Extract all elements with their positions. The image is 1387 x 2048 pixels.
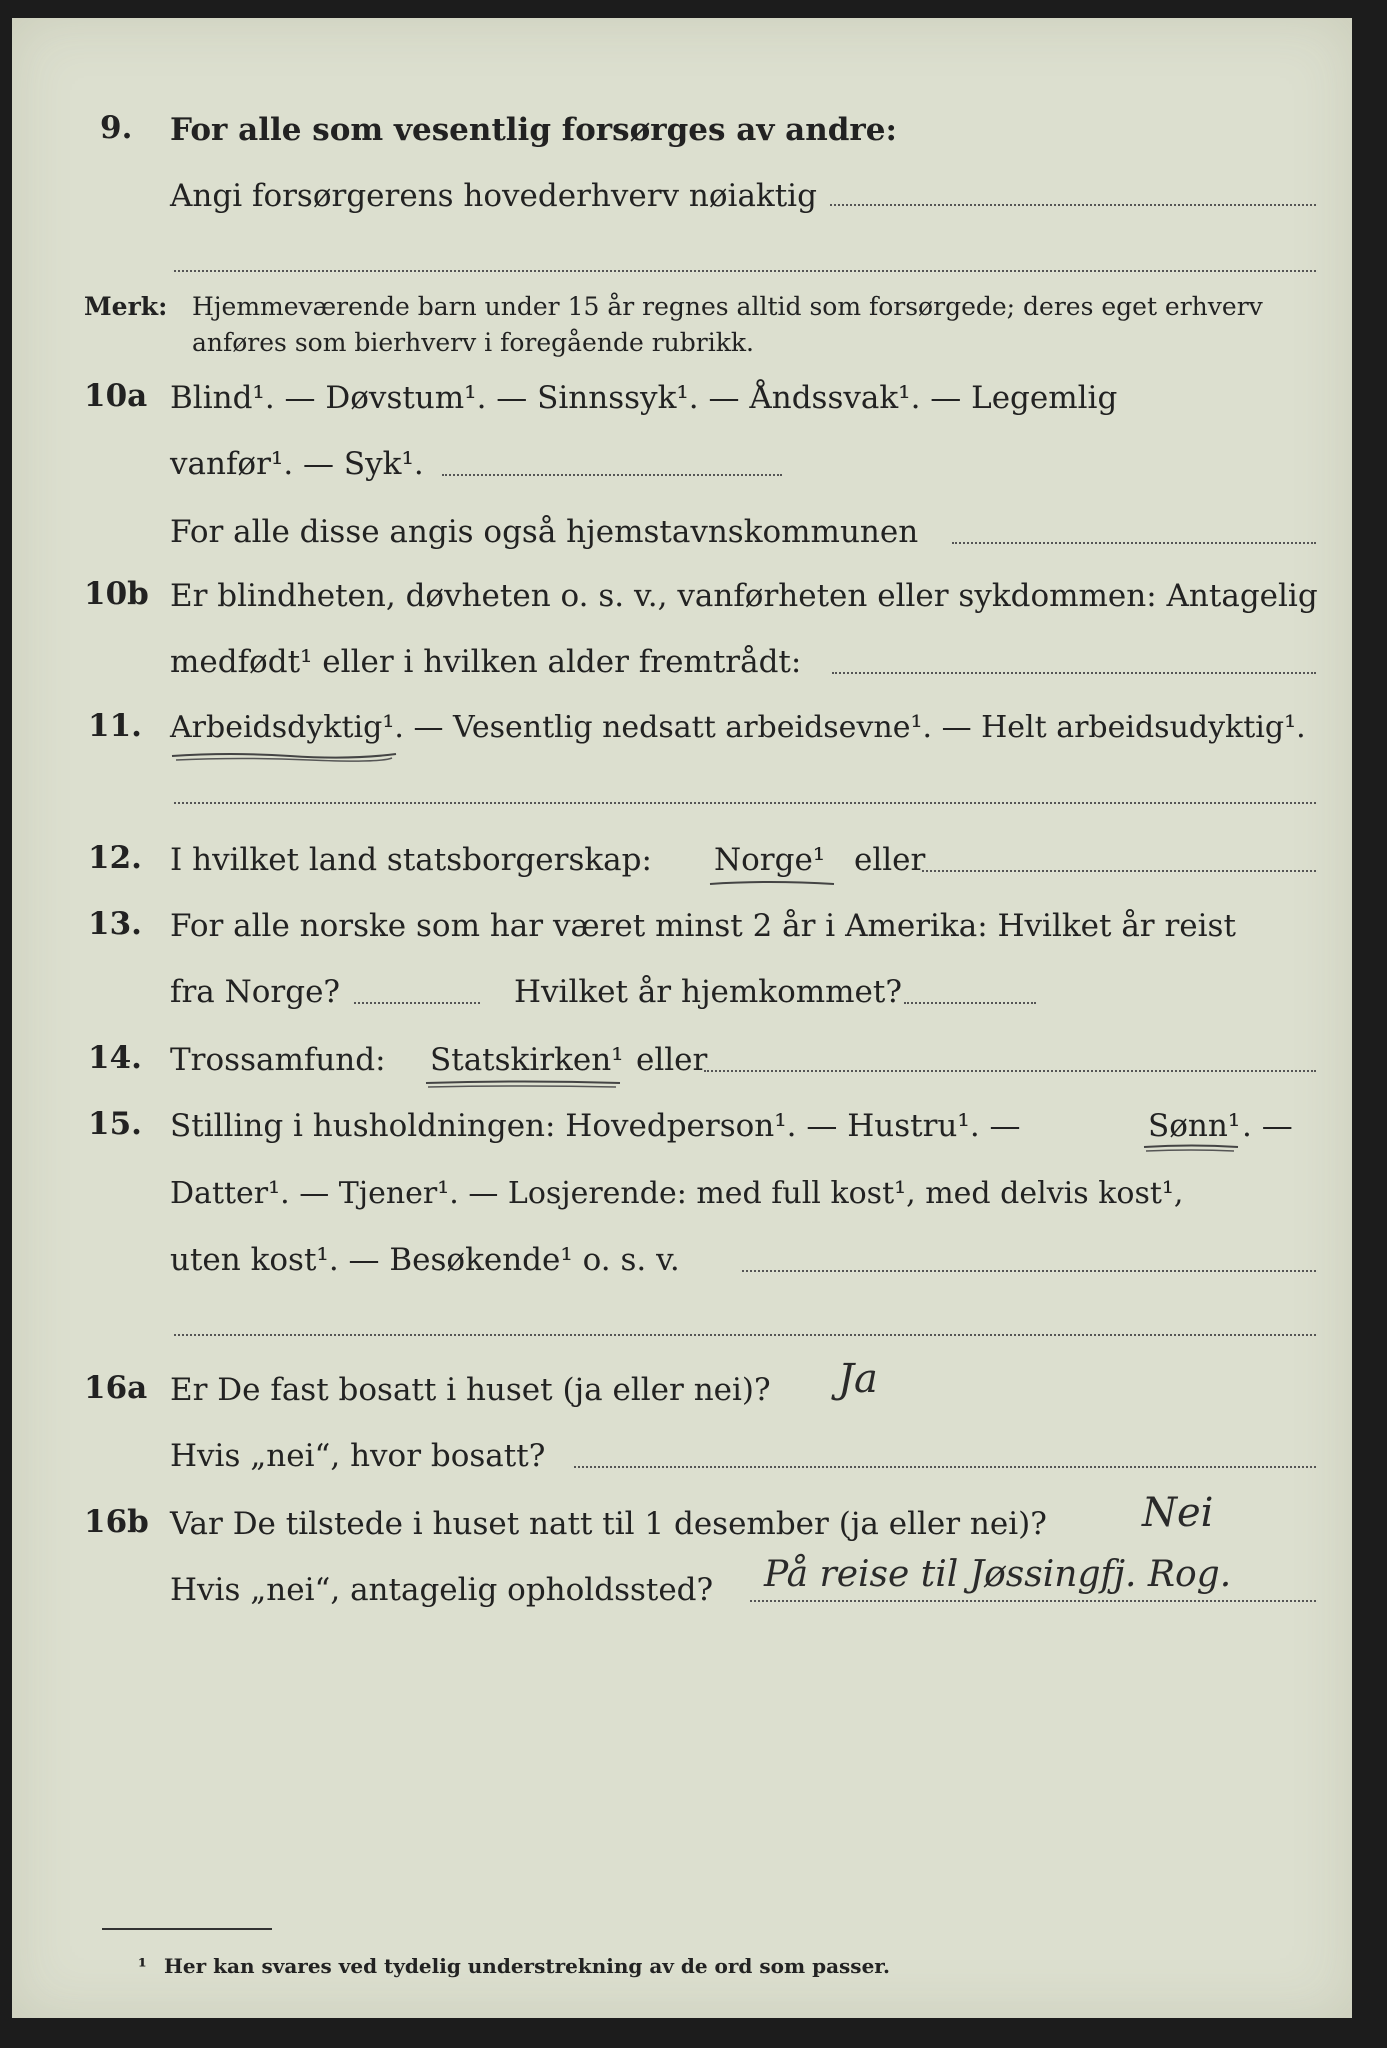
answer-line-15b [174, 1334, 1316, 1336]
question-15-number: 15. [88, 1106, 142, 1142]
census-form-page [12, 18, 1352, 2018]
question-10b-line2: medfødt¹ eller i hvilken alder fremtrådt: [170, 644, 802, 680]
answer-line-13-hjemkommet [904, 1002, 1036, 1004]
answer-line-10b [832, 672, 1316, 674]
question-14-pre: Trossamfund: [170, 1042, 386, 1078]
question-13-line1: For alle norske som har været minst 2 år i Amerika: Hvilket år reist [170, 908, 1236, 944]
answer-line-12 [922, 870, 1316, 872]
answer-line-11 [174, 802, 1316, 804]
question-16a-line2: Hvis „nei“, hvor bosatt? [170, 1438, 546, 1474]
question-15-line3: uten kost¹. — Besøkende¹ o. s. v. [170, 1242, 680, 1278]
handwritten-underline-statskirken [424, 1078, 624, 1090]
answer-line-9b [174, 270, 1316, 272]
question-12-pre: I hvilket land statsborgerskap: [170, 842, 652, 878]
question-12-number: 12. [88, 840, 142, 876]
answer-line-10a-syk [442, 474, 782, 476]
question-15-line1-pre: Stilling i husholdningen: Hovedperson¹. — Hustru¹. — [170, 1108, 1021, 1144]
question-12-post: eller [854, 842, 926, 878]
question-14-statskirken: Statskirken¹ [430, 1042, 624, 1078]
answer-line-13-reist [354, 1002, 480, 1004]
question-10a-number: 10a [84, 378, 148, 414]
question-13-number: 13. [88, 906, 142, 942]
question-16b-line1: Var De tilstede i huset natt til 1 desember (ja eller nei)? [170, 1506, 1047, 1542]
question-16b-line2: Hvis „nei“, antagelig opholdssted? [170, 1572, 714, 1608]
question-15-sonn: Sønn¹ [1148, 1108, 1241, 1144]
question-13-line2a: fra Norge? [170, 974, 341, 1010]
question-10b-line1: Er blindheten, døvheten o. s. v., vanførheten eller sykdommen: Antagelig [170, 578, 1318, 614]
question-16a-number: 16a [84, 1370, 148, 1406]
question-14-post: eller [636, 1042, 708, 1078]
answer-line-10a-kommune [952, 542, 1316, 544]
handwritten-underline-arbeidsdyktig [170, 748, 400, 762]
question-11-number: 11. [88, 708, 142, 744]
question-14-number: 14. [88, 1040, 142, 1076]
answer-line-15a [742, 1270, 1316, 1272]
question-12-norge: Norge¹ [714, 842, 826, 878]
handwritten-answer-16b-2: På reise til Jøssingfj. Rog. [764, 1554, 1232, 1595]
merk-label: Merk: [84, 292, 168, 321]
question-11-line1: Arbeidsdyktig¹. — Vesentlig nedsatt arbeidsevne¹. — Helt arbeidsudyktig¹. [170, 710, 1306, 745]
question-10a-line1: Blind¹. — Døvstum¹. — Sinnssyk¹. — Åndssvak¹. — Legemlig [170, 380, 1118, 416]
question-10a-line2: vanfør¹. — Syk¹. [170, 446, 424, 482]
question-16b-number: 16b [84, 1504, 149, 1540]
footnote-text: Her kan svares ved tydelig understrekning av de ord som passer. [164, 1954, 890, 1978]
merk-line1: Hjemmeværende barn under 15 år regnes alltid som forsørgede; deres eget erhverv [192, 292, 1263, 321]
question-9-line1: For alle som vesentlig forsørges av andre: [170, 112, 897, 148]
question-15-line1-post: . — [1242, 1108, 1293, 1144]
question-10b-number: 10b [84, 576, 149, 612]
question-10a-line3: For alle disse angis også hjemstavnskommunen [170, 514, 919, 550]
handwritten-answer-16b-1: Nei [1142, 1490, 1214, 1536]
question-16a-line1: Er De fast bosatt i huset (ja eller nei)? [170, 1372, 771, 1408]
answer-line-14 [704, 1070, 1316, 1072]
answer-line-9a [830, 204, 1316, 206]
footnote-mark: ¹ [138, 1954, 147, 1978]
question-9-line2: Angi forsørgerens hovederhverv nøiaktig [170, 178, 817, 214]
handwritten-answer-16a: Ja [838, 1356, 878, 1402]
question-13-line2b: Hvilket år hjemkommet? [514, 974, 902, 1010]
handwritten-underline-sonn [1142, 1142, 1242, 1154]
merk-line2: anføres som bierhverv i foregående rubrikk. [192, 328, 754, 357]
question-15-line2: Datter¹. — Tjener¹. — Losjerende: med full kost¹, med delvis kost¹, [170, 1176, 1184, 1211]
answer-line-16a [574, 1466, 1316, 1468]
question-9-number: 9. [100, 110, 133, 146]
footnote-rule [102, 1928, 272, 1930]
handwritten-underline-norge [708, 878, 838, 888]
answer-line-16b [750, 1600, 1316, 1602]
